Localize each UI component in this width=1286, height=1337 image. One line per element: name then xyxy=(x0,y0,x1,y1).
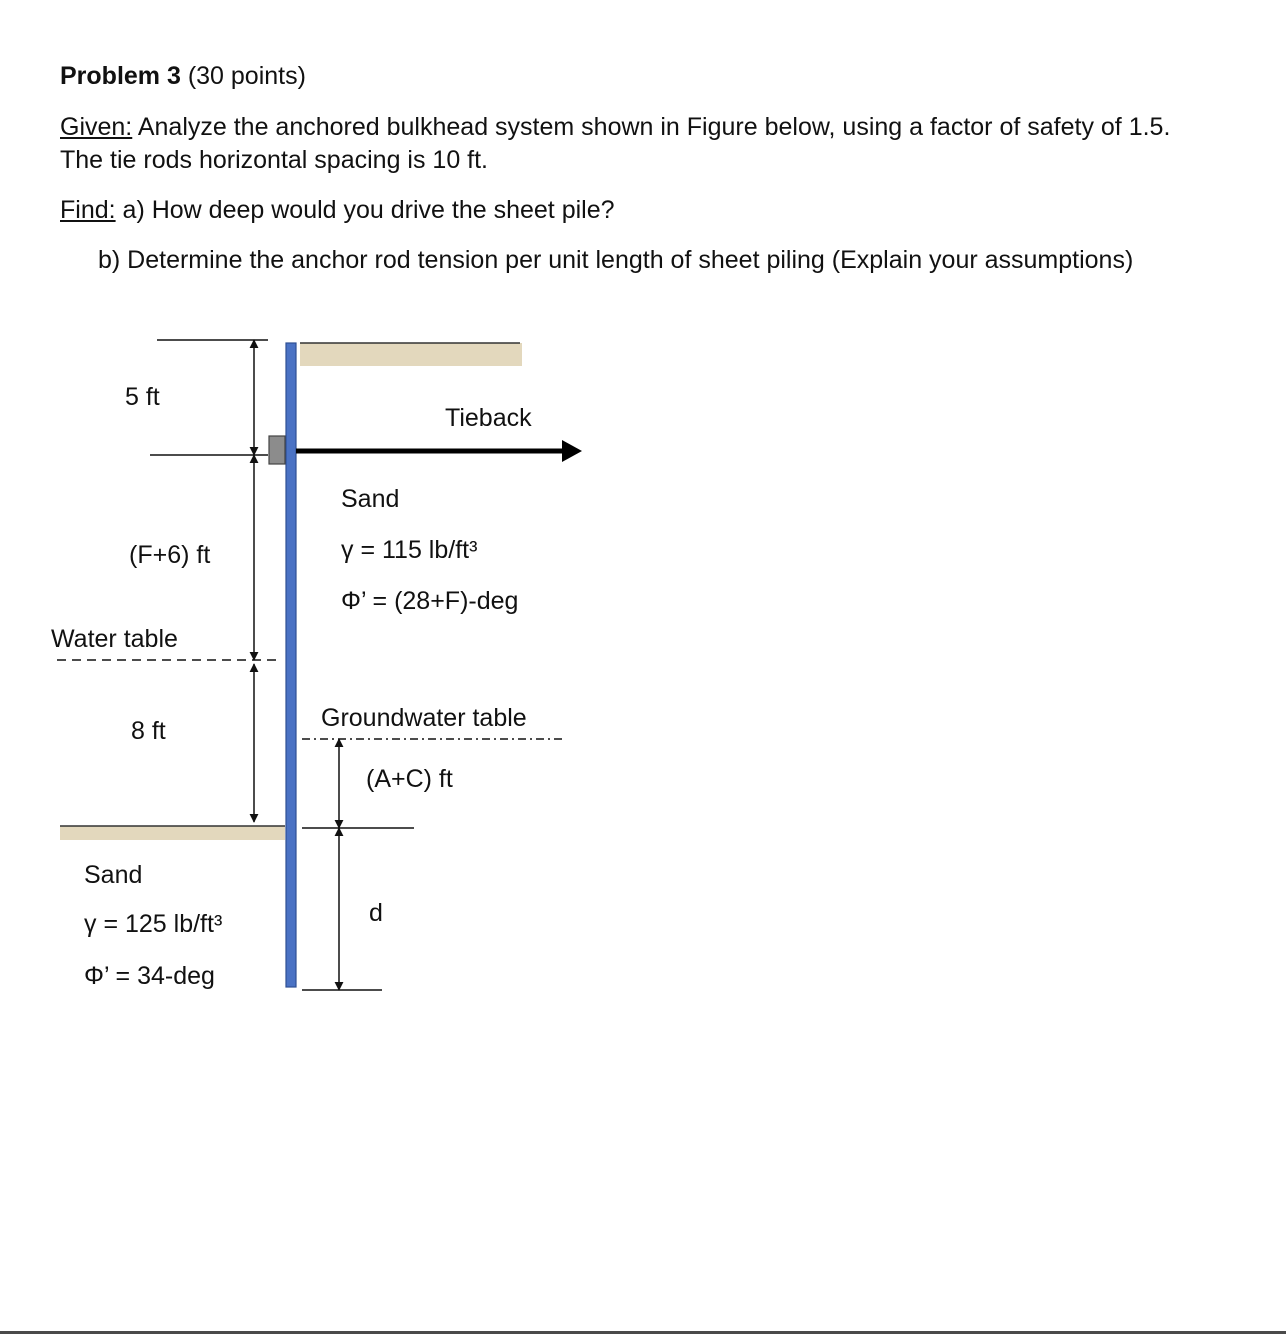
page-bottom-border xyxy=(0,1331,1286,1334)
dim-label-ac: (A+C) ft xyxy=(366,765,453,793)
problem-title: Problem 3 xyxy=(60,62,181,90)
retained-soil-unit-weight: γ = 115 lb/ft³ xyxy=(341,536,478,564)
retained-soil-friction-angle: Φ’ = (28+F)-deg xyxy=(341,587,519,615)
sheet-pile xyxy=(286,343,296,987)
water-table-label: Water table xyxy=(51,625,178,653)
retained-soil-name: Sand xyxy=(341,485,400,513)
dim-label-5ft: 5 ft xyxy=(125,383,160,411)
dredge-ground-surface xyxy=(60,826,285,840)
given-line-2: The tie rods horizontal spacing is 10 ft. xyxy=(60,146,489,174)
dim-label-8ft: 8 ft xyxy=(131,717,166,745)
dim-label-d: d xyxy=(369,899,383,927)
find-part-b: b) Determine the anchor rod tension per unit length of sheet piling (Explain your assumptions) xyxy=(98,246,1134,274)
embedded-soil-name: Sand xyxy=(84,861,143,889)
embedded-soil-unit-weight: γ = 125 lb/ft³ xyxy=(84,910,223,938)
given-label: Given: xyxy=(60,113,133,141)
groundwater-table-label: Groundwater table xyxy=(321,704,527,732)
retained-ground-surface xyxy=(300,343,522,366)
embedded-soil-friction-angle: Φ’ = 34-deg xyxy=(84,962,215,990)
anchor-block xyxy=(269,436,285,464)
find-label: Find: xyxy=(60,196,116,224)
tieback-label: Tieback xyxy=(445,404,532,432)
find-part-a: a) How deep would you drive the sheet pile? xyxy=(122,196,615,224)
given-text: Analyze the anchored bulkhead system shown in Figure below, using a factor of safety of 1.5. xyxy=(137,113,1171,141)
dim-label-f6ft: (F+6) ft xyxy=(129,541,211,569)
problem-points: (30 points) xyxy=(187,62,306,90)
tieback-arrowhead xyxy=(562,440,582,462)
